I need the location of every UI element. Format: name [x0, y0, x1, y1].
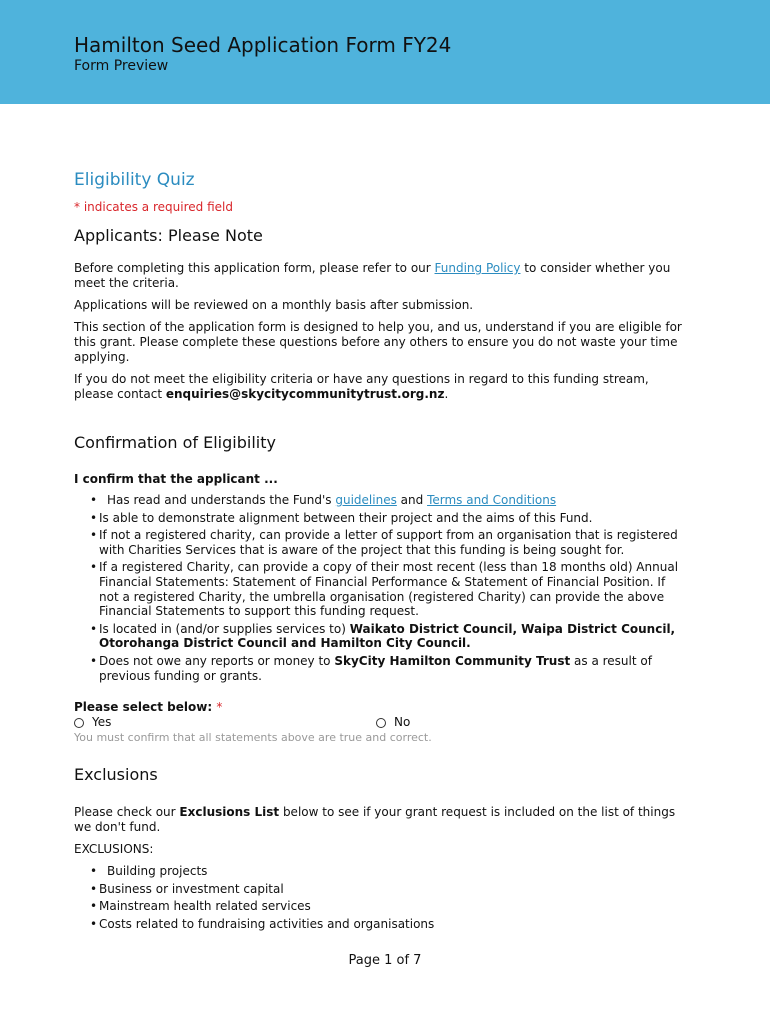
exclusions-label: EXCLUSIONS:	[74, 842, 154, 857]
list-item: • If a registered Charity, can provide a copy of their most recent (less than 18 months old) Annual Financial Statements: Statement of Financial Performance & Statement of Financial Position. If not a registered Charity, the umbrella organisation (registered Charity) can provide the above Financial Statements to support this funding request.	[90, 560, 679, 619]
bullet-icon: •	[90, 899, 98, 914]
list-item: • Is able to demonstrate alignment between their project and the aims of this Fund.	[90, 510, 593, 525]
form-subtitle: Form Preview	[74, 58, 169, 74]
confirmation-heading: Confirmation of Eligibility	[74, 433, 276, 452]
terms-and-conditions-link[interactable]: Terms and Conditions	[427, 493, 557, 507]
confirmation-intro: I confirm that the applicant ...	[74, 472, 278, 486]
section-title: Eligibility Quiz	[74, 170, 195, 190]
required-field-note: * indicates a required field	[74, 200, 233, 214]
confirmation-list	[74, 493, 684, 683]
exclusions-paragraph: Please check our Exclusions List below to see if your grant request is included on the list of things we don't fund.	[74, 805, 676, 835]
list-item: • Building projects	[90, 864, 208, 879]
bullet-icon: •	[90, 621, 98, 636]
radio-circle-icon[interactable]	[376, 718, 386, 728]
radio-yes[interactable]: Yes	[74, 715, 376, 730]
bullet-icon: •	[90, 528, 98, 543]
form-content	[74, 170, 684, 935]
funding-policy-link[interactable]: Funding Policy	[434, 261, 521, 275]
bullet-icon: •	[90, 493, 98, 507]
bullet-icon: •	[90, 881, 98, 896]
list-item: • Does not owe any reports or money to SkyCity Hamilton Community Trust as a result of previous funding or grants.	[90, 653, 652, 683]
bullet-icon: •	[90, 864, 98, 879]
form-title: Hamilton Seed Application Form FY24	[74, 33, 452, 57]
exclusions-heading: Exclusions	[74, 765, 158, 785]
list-item: • Costs related to fundraising activities and organisations	[90, 916, 435, 931]
list-item: • Mainstream health related services	[90, 899, 311, 914]
page-number: Page 1 of 7	[348, 953, 422, 968]
bullet-icon: •	[90, 510, 98, 525]
note-paragraph-3: This section of the application form is designed to help you, and us, understand if you are eligible for this grant. Please complete these questions before any others to ensure you do not waste your time applying.	[74, 320, 682, 364]
note-paragraph-4: If you do not meet the eligibility criteria or have any questions in regard to this funding stream, please contact enquiries@skycitycommunitytrust.org.nz.	[74, 372, 649, 401]
bullet-icon: •	[90, 916, 98, 931]
select-hint: You must confirm that all statements above are true and correct.	[74, 731, 432, 745]
list-item: • If not a registered charity, can provide a letter of support from an organisation that is registered with Charities Services that is aware of the project that this funding is being sought for.	[90, 528, 678, 557]
note-heading: Applicants: Please Note	[74, 226, 263, 245]
list-item: • Is located in (and/or supplies services to) Waikato District Council, Waipa District Council, Otorohanga District Council and Hamilton City Council.	[90, 621, 676, 651]
required-star: *	[216, 700, 223, 715]
radio-circle-icon[interactable]	[74, 718, 84, 728]
note-paragraph-2: Applications will be reviewed on a monthly basis after submission.	[74, 298, 474, 312]
guidelines-link[interactable]: guidelines	[335, 493, 397, 507]
eligibility-radio-group	[74, 715, 684, 730]
bullet-icon: •	[90, 560, 98, 575]
contact-email: enquiries@skycitycommunitytrust.org.nz	[165, 387, 445, 401]
list-item: • Business or investment capital	[90, 881, 284, 896]
radio-no[interactable]: No	[376, 715, 410, 730]
bullet-icon: •	[90, 653, 98, 668]
page-header	[0, 0, 770, 104]
select-label: Please select below: *	[74, 700, 223, 715]
exclusions-list	[74, 864, 684, 931]
note-paragraph-1: Before completing this application form, please refer to our Funding Policy to consider whether you meet the criteria.	[74, 261, 671, 290]
list-item: • Has read and understands the Fund's guidelines and Terms and Conditions	[90, 493, 557, 507]
